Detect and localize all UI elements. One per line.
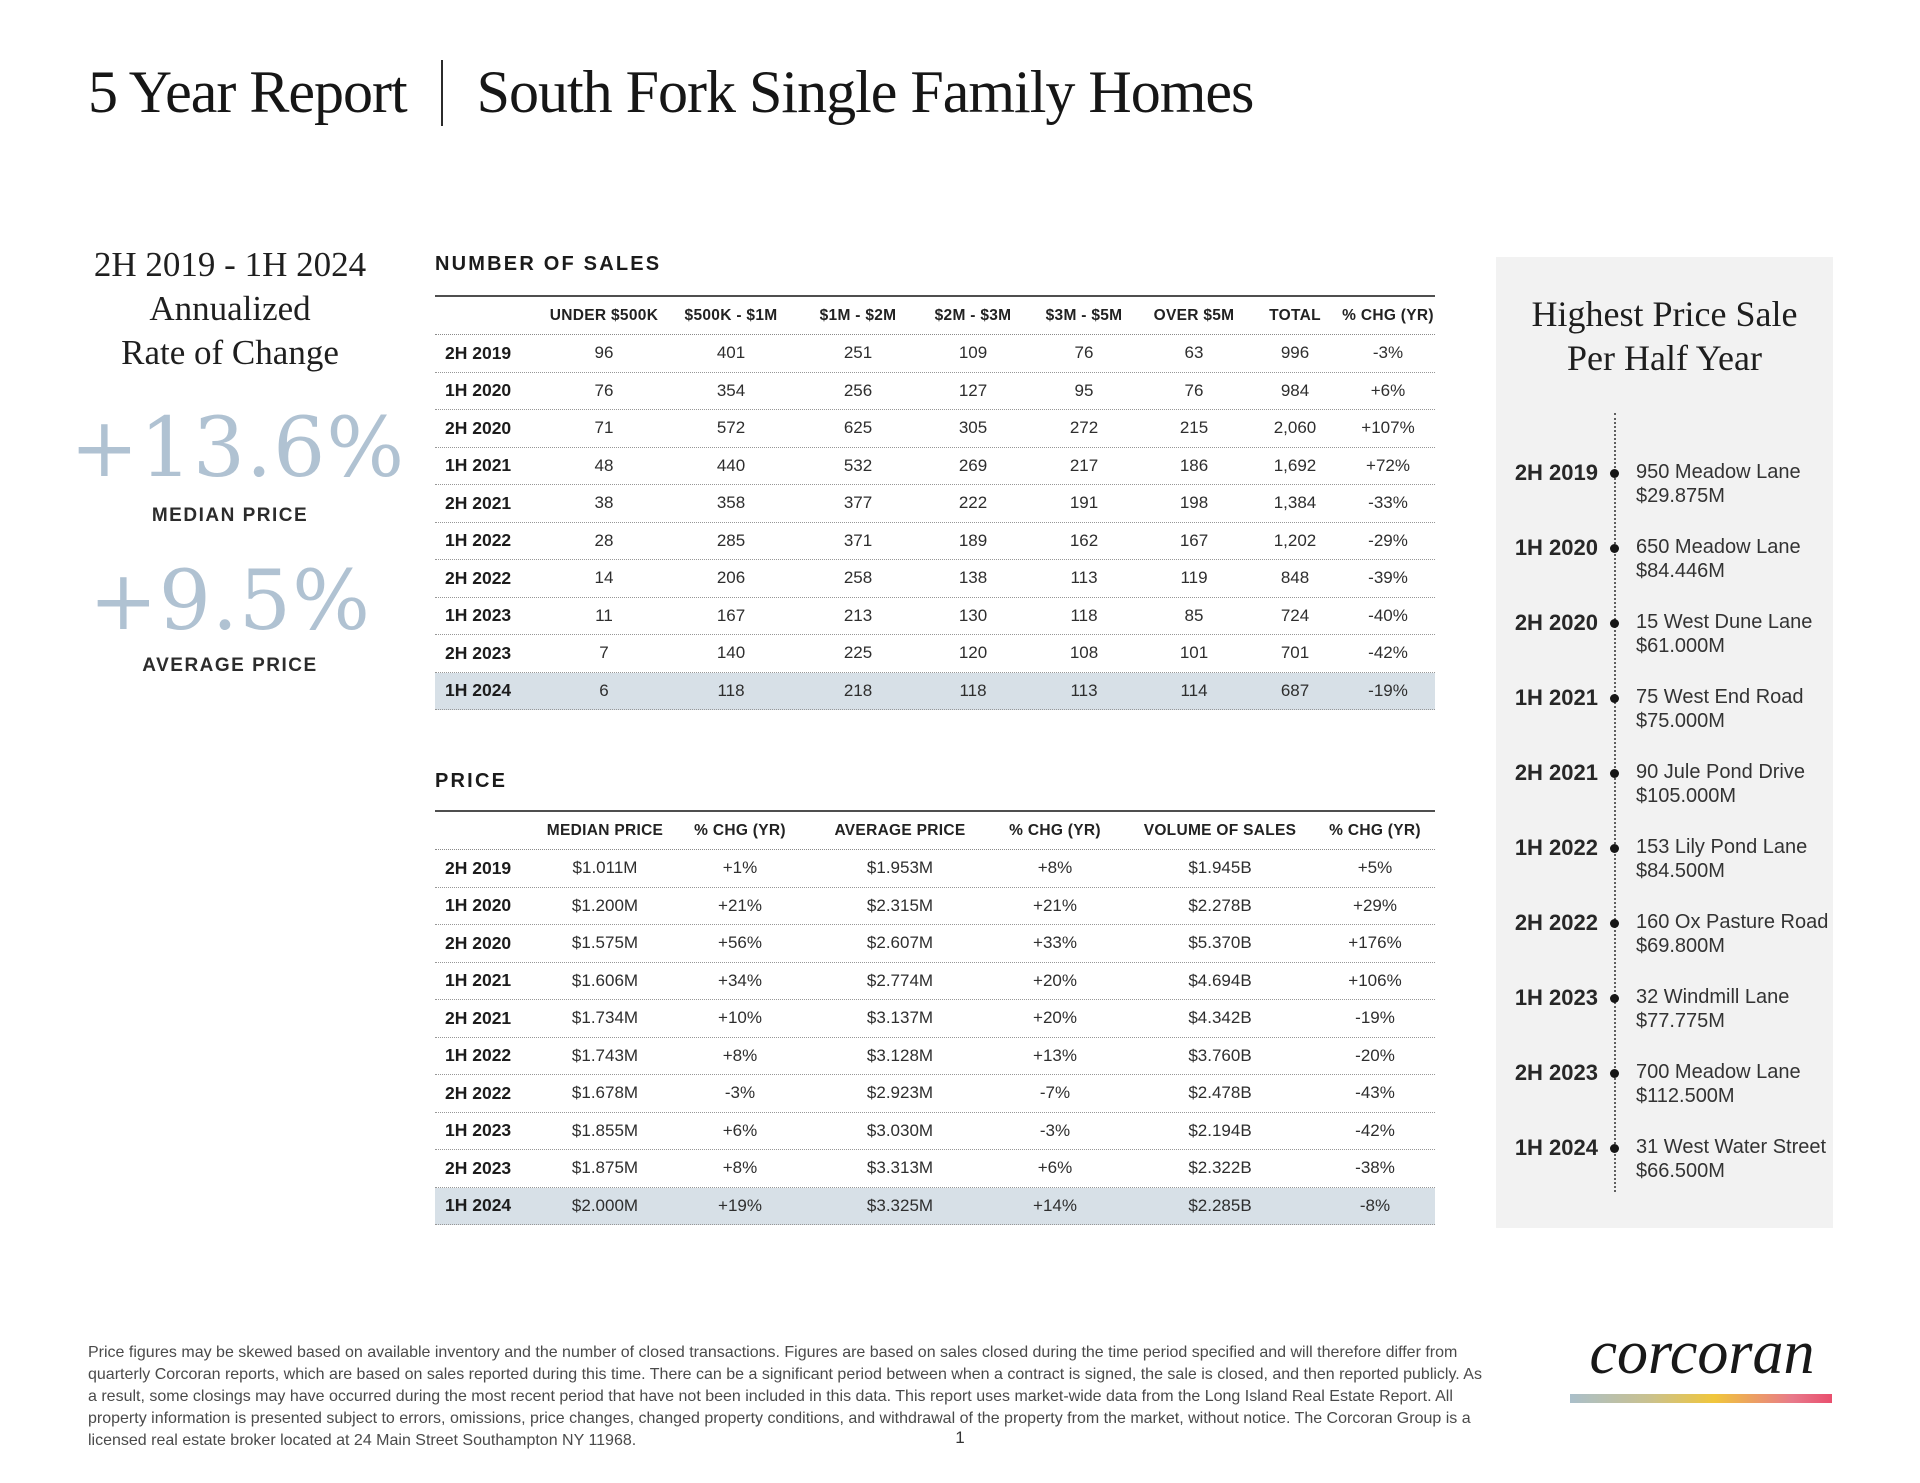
cell-period: 1H 2022	[445, 530, 512, 551]
sales-col-header: TOTAL	[1269, 306, 1321, 324]
timeline-dot-icon	[1610, 1069, 1619, 1078]
timeline-period: 2H 2021	[1514, 760, 1598, 785]
cell-value: 215	[1179, 418, 1209, 438]
cell-value: -3%	[1039, 1120, 1071, 1140]
cell-value: 130	[958, 605, 988, 625]
cell-value: +8%	[722, 1045, 758, 1065]
timeline-info	[1636, 1135, 1831, 1183]
report-title-right: South Fork Single Family Homes	[476, 59, 1254, 125]
report-title-left: 5 Year Report	[88, 59, 407, 125]
cell-value: +33%	[1033, 933, 1077, 953]
cell-value: 222	[958, 493, 988, 513]
cell-value: 1,202	[1273, 530, 1317, 550]
annualized-rate-block	[70, 243, 406, 676]
table-row	[435, 1113, 1435, 1151]
cell-value: 6	[599, 680, 609, 700]
cell-period: 2H 2021	[445, 1007, 512, 1028]
cell-value: $1.575M	[571, 933, 639, 953]
timeline-info	[1636, 610, 1831, 658]
sales-table-heading: NUMBER OF SALES	[435, 253, 662, 275]
cell-value: 572	[716, 418, 746, 438]
cell-value: 101	[1179, 643, 1209, 663]
cell-value: 120	[958, 643, 988, 663]
cell-value: +21%	[1033, 895, 1077, 915]
timeline-info	[1636, 685, 1831, 733]
timeline-info	[1636, 535, 1831, 583]
sales-col-header: $500K - $1M	[684, 306, 778, 324]
price-col-header: MEDIAN PRICE	[546, 821, 664, 839]
cell-value: $3.030M	[866, 1120, 934, 1140]
cell-period: 1H 2021	[445, 970, 512, 991]
cell-value: 269	[958, 455, 988, 475]
cell-value: $1.855M	[571, 1120, 639, 1140]
annualized-heading-line2: Annualized	[149, 289, 311, 329]
timeline-address: 950 Meadow Lane	[1636, 461, 1801, 483]
table-row	[435, 1075, 1435, 1113]
cell-value: $1.945B	[1188, 858, 1252, 878]
timeline-address: 153 Lily Pond Lane	[1636, 836, 1808, 858]
cell-value: $2.607M	[866, 933, 934, 953]
cell-value: 114	[1180, 680, 1208, 700]
timeline-price: $66.500M	[1636, 1160, 1725, 1182]
timeline-address: 15 West Dune Lane	[1636, 611, 1813, 633]
cell-value: +6%	[722, 1120, 758, 1140]
table-row	[435, 373, 1435, 411]
cell-value: $2.000M	[571, 1195, 639, 1215]
cell-value: 213	[843, 605, 873, 625]
timeline-dot-icon	[1610, 919, 1619, 928]
table-row	[435, 335, 1435, 373]
cell-value: -8%	[1359, 1195, 1391, 1215]
cell-value: 71	[594, 418, 614, 438]
table-row	[435, 410, 1435, 448]
cell-value: $1.678M	[571, 1083, 639, 1103]
cell-value: 186	[1179, 455, 1209, 475]
cell-value: +21%	[718, 895, 762, 915]
cell-value: $2.478B	[1188, 1083, 1252, 1103]
sidebar-title	[1496, 293, 1833, 381]
page-number: 1	[955, 1428, 965, 1447]
timeline-address: 700 Meadow Lane	[1636, 1061, 1801, 1083]
cell-value: $2.194B	[1188, 1120, 1252, 1140]
cell-value: +6%	[1037, 1158, 1073, 1178]
timeline-info	[1636, 985, 1831, 1033]
cell-value: 127	[958, 380, 988, 400]
cell-value: 256	[843, 380, 873, 400]
timeline-dot-icon	[1610, 994, 1619, 1003]
cell-period: 1H 2020	[445, 895, 512, 916]
number-of-sales-table	[435, 295, 1435, 710]
timeline-price: $75.000M	[1636, 710, 1725, 732]
cell-value: -20%	[1355, 1045, 1395, 1065]
cell-period: 2H 2021	[445, 492, 512, 513]
cell-value: 218	[843, 680, 873, 700]
cell-value: 189	[958, 530, 988, 550]
corcoran-logo	[1570, 1319, 1834, 1403]
price-col-header: AVERAGE PRICE	[834, 821, 966, 839]
cell-value: $3.137M	[866, 1008, 934, 1028]
cell-value: 225	[843, 643, 873, 663]
cell-value: 198	[1179, 493, 1209, 513]
cell-value: +20%	[1033, 1008, 1077, 1028]
cell-value: 1,384	[1273, 493, 1317, 513]
cell-value: 371	[843, 530, 873, 550]
timeline-period: 1H 2020	[1514, 535, 1598, 560]
cell-value: 48	[594, 455, 614, 475]
cell-period: 1H 2023	[445, 1120, 512, 1141]
timeline-period: 1H 2021	[1514, 685, 1598, 710]
cell-value: 1,692	[1273, 455, 1317, 475]
price-table-heading: PRICE	[435, 770, 508, 792]
median-price-change-label: MEDIAN PRICE	[151, 505, 309, 526]
cell-value: $2.278B	[1188, 895, 1252, 915]
timeline-price: $105.000M	[1636, 785, 1737, 807]
table-row	[435, 523, 1435, 561]
cell-value: 701	[1280, 643, 1310, 663]
table-row	[435, 560, 1435, 598]
cell-value: $3.760B	[1188, 1045, 1252, 1065]
cell-period: 1H 2023	[445, 605, 512, 626]
cell-value: +8%	[722, 1158, 758, 1178]
table-row	[435, 888, 1435, 926]
timeline-period: 2H 2023	[1514, 1060, 1598, 1085]
cell-value: 532	[843, 455, 873, 475]
cell-value: 109	[958, 343, 988, 363]
sales-table-header-row	[435, 295, 1435, 335]
cell-value: 625	[843, 418, 873, 438]
cell-value: -19%	[1355, 1008, 1395, 1028]
timeline-price: $84.500M	[1636, 860, 1725, 882]
cell-value: 11	[595, 605, 613, 625]
cell-value: +10%	[718, 1008, 762, 1028]
cell-value: 251	[843, 343, 873, 363]
cell-value: 401	[716, 343, 746, 363]
cell-value: +14%	[1033, 1195, 1077, 1215]
cell-period: 2H 2022	[445, 1082, 512, 1103]
sales-col-header: UNDER $500K	[549, 306, 659, 324]
cell-value: 118	[1070, 605, 1098, 625]
cell-value: +19%	[718, 1195, 762, 1215]
cell-period: 2H 2019	[445, 342, 512, 363]
cell-value: +107%	[1361, 418, 1415, 438]
annualized-heading-line1: 2H 2019 - 1H 2024	[93, 245, 367, 284]
timeline-info	[1636, 835, 1831, 883]
cell-period: 2H 2020	[445, 417, 512, 438]
timeline-dot-icon	[1610, 619, 1619, 628]
cell-value: +176%	[1348, 933, 1402, 953]
cell-value: +6%	[1370, 380, 1406, 400]
footer-disclaimer: Price figures may be skewed based on available inventory and the number of closed transactions. Figures are based on sales closed during the time period specified and will therefore differ from quarterly Corcoran reports, which are based on sales reported during this time. There can be a significant period between when a contract is signed, the sale is closed, and then reported publicly. As a result, some closings may have occurred during the most recent period that have not been included in this data. This report uses market-wide data from the Long Island Real Estate Report. All property information is presented subject to errors, omissions, price changes, changed property conditions, and withdrawal of the property from the market, without notice. The Corcoran Group is a licensed real estate broker located at 24 Main Street Southampton NY 11968.	[88, 1344, 1482, 1449]
price-table-header-row	[435, 810, 1435, 850]
timeline-address: 90 Jule Pond Drive	[1636, 761, 1805, 783]
cell-period: 1H 2024	[445, 680, 512, 701]
timeline-period: 1H 2022	[1514, 835, 1598, 860]
timeline-period: 2H 2020	[1514, 610, 1598, 635]
cell-value: 2,060	[1273, 418, 1317, 438]
cell-value: +13%	[1033, 1045, 1077, 1065]
cell-value: -29%	[1368, 530, 1408, 550]
timeline-dot-icon	[1610, 694, 1619, 703]
sales-col-header: $2M - $3M	[934, 306, 1012, 324]
cell-value: $1.011M	[572, 858, 638, 878]
timeline-address: 32 Windmill Lane	[1636, 986, 1790, 1008]
cell-value: 138	[958, 568, 988, 588]
sidebar-title-line1: Highest Price Sale	[1531, 294, 1798, 334]
cell-value: 206	[716, 568, 746, 588]
cell-value: +72%	[1366, 455, 1410, 475]
cell-value: 305	[958, 418, 988, 438]
cell-value: 191	[1069, 493, 1099, 513]
sales-col-header: OVER $5M	[1153, 306, 1235, 324]
title-divider	[441, 60, 443, 126]
cell-value: +1%	[722, 858, 758, 878]
cell-value: -3%	[1372, 343, 1404, 363]
cell-value: 724	[1280, 605, 1310, 625]
cell-value: 28	[594, 530, 614, 550]
corcoran-logo-gradient-bar	[1570, 1394, 1832, 1403]
cell-period: 1H 2024	[445, 1195, 512, 1216]
table-row	[435, 1000, 1435, 1038]
cell-value: 118	[717, 680, 745, 700]
cell-value: 984	[1280, 380, 1310, 400]
cell-value: $1.200M	[571, 895, 639, 915]
timeline-price: $69.800M	[1636, 935, 1725, 957]
sales-col-header: $3M - $5M	[1045, 306, 1123, 324]
cell-value: 76	[1184, 380, 1204, 400]
price-table	[435, 810, 1435, 1225]
cell-value: 272	[1069, 418, 1099, 438]
cell-value: 14	[594, 568, 614, 588]
cell-value: $1.734M	[571, 1008, 639, 1028]
table-row	[435, 485, 1435, 523]
timeline-info	[1636, 1060, 1831, 1108]
timeline-price: $84.446M	[1636, 560, 1725, 582]
timeline-info	[1636, 760, 1831, 808]
cell-period: 1H 2022	[445, 1045, 512, 1066]
timeline-price: $112.500M	[1636, 1085, 1735, 1107]
cell-value: -40%	[1368, 605, 1408, 625]
table-row	[435, 1188, 1435, 1226]
cell-value: 85	[1184, 605, 1204, 625]
highest-price-sale-panel	[1496, 257, 1833, 1228]
timeline-price: $77.775M	[1636, 1010, 1725, 1032]
cell-value: $4.342B	[1188, 1008, 1252, 1028]
timeline-address: 31 West Water Street	[1636, 1136, 1827, 1158]
table-row	[435, 850, 1435, 888]
cell-period: 1H 2021	[445, 455, 512, 476]
cell-value: 140	[716, 643, 746, 663]
cell-period: 2H 2023	[445, 642, 512, 663]
cell-value: -43%	[1355, 1083, 1395, 1103]
cell-value: 76	[594, 380, 614, 400]
table-row	[435, 448, 1435, 486]
cell-period: 2H 2023	[445, 1157, 512, 1178]
timeline-period: 2H 2019	[1514, 460, 1598, 485]
table-row	[435, 1150, 1435, 1188]
sidebar-title-line2: Per Half Year	[1567, 337, 1762, 378]
cell-value: $3.313M	[866, 1158, 934, 1178]
price-col-header: % CHG (YR)	[1329, 821, 1421, 839]
cell-period: 2H 2019	[445, 857, 512, 878]
cell-value: 217	[1069, 455, 1099, 475]
cell-value: 95	[1074, 380, 1094, 400]
cell-value: 258	[843, 568, 873, 588]
annualized-heading	[70, 243, 390, 375]
timeline-period: 1H 2024	[1514, 1135, 1598, 1160]
cell-value: 63	[1184, 343, 1204, 363]
cell-value: $1.953M	[866, 858, 934, 878]
table-row	[435, 963, 1435, 1001]
price-col-header: % CHG (YR)	[1009, 821, 1101, 839]
timeline-dot-icon	[1610, 469, 1619, 478]
cell-value: +34%	[718, 970, 762, 990]
cell-value: 377	[843, 493, 873, 513]
cell-value: $1.606M	[571, 970, 639, 990]
cell-value: 96	[594, 343, 614, 363]
annualized-heading-line3: Rate of Change	[121, 333, 339, 373]
timeline-period: 1H 2023	[1514, 985, 1598, 1010]
average-price-change-value: +9.5%	[88, 554, 372, 649]
cell-value: -42%	[1368, 643, 1408, 663]
cell-value: +106%	[1348, 970, 1402, 990]
cell-value: $3.325M	[866, 1195, 934, 1215]
cell-value: 440	[716, 455, 746, 475]
cell-value: 167	[716, 605, 746, 625]
cell-period: 1H 2020	[445, 380, 512, 401]
cell-value: -7%	[1039, 1083, 1071, 1103]
timeline-dot-icon	[1610, 769, 1619, 778]
cell-value: 996	[1280, 343, 1310, 363]
cell-value: -33%	[1368, 493, 1408, 513]
cell-value: $4.694B	[1188, 970, 1252, 990]
table-row	[435, 1038, 1435, 1076]
cell-value: +56%	[718, 933, 762, 953]
cell-value: 7	[599, 643, 609, 663]
cell-value: -19%	[1368, 680, 1408, 700]
cell-value: 687	[1280, 680, 1310, 700]
price-col-header: VOLUME OF SALES	[1143, 821, 1297, 839]
table-row	[435, 673, 1435, 711]
cell-value: $2.285B	[1188, 1195, 1252, 1215]
average-price-change-label: AVERAGE PRICE	[142, 655, 318, 676]
timeline-address: 650 Meadow Lane	[1636, 536, 1801, 558]
cell-value: $1.875M	[571, 1158, 639, 1178]
price-col-header: % CHG (YR)	[694, 821, 786, 839]
cell-value: $2.923M	[866, 1083, 934, 1103]
timeline-info	[1636, 910, 1831, 958]
table-row	[435, 598, 1435, 636]
cell-value: +5%	[1357, 858, 1393, 878]
cell-value: 167	[1179, 530, 1209, 550]
timeline-dot-icon	[1610, 844, 1619, 853]
cell-period: 2H 2020	[445, 932, 512, 953]
report-title	[88, 58, 1253, 127]
cell-value: +20%	[1033, 970, 1077, 990]
cell-value: 38	[594, 493, 614, 513]
cell-period: 2H 2022	[445, 567, 512, 588]
cell-value: $1.743M	[571, 1045, 639, 1065]
cell-value: 118	[959, 680, 987, 700]
timeline-info	[1636, 460, 1831, 508]
cell-value: -39%	[1368, 568, 1408, 588]
timeline-address: 160 Ox Pasture Road	[1636, 911, 1829, 933]
cell-value: $2.315M	[866, 895, 934, 915]
cell-value: 113	[1070, 568, 1098, 588]
cell-value: +29%	[1353, 895, 1397, 915]
sales-col-header: % CHG (YR)	[1342, 306, 1434, 324]
timeline-address: 75 West End Road	[1636, 686, 1804, 708]
table-row	[435, 925, 1435, 963]
cell-value: -3%	[724, 1083, 756, 1103]
cell-value: 108	[1069, 643, 1099, 663]
corcoran-logo-text: corcoran	[1589, 1319, 1815, 1387]
cell-value: +8%	[1037, 858, 1073, 878]
cell-value: 354	[716, 380, 746, 400]
cell-value: 162	[1069, 530, 1099, 550]
cell-value: $2.322B	[1188, 1158, 1252, 1178]
timeline-dot-icon	[1610, 544, 1619, 553]
timeline-period: 2H 2022	[1514, 910, 1598, 935]
sales-col-header: $1M - $2M	[819, 306, 897, 324]
timeline-dot-icon	[1610, 1144, 1619, 1153]
cell-value: $5.370B	[1188, 933, 1252, 953]
cell-value: $3.128M	[866, 1045, 934, 1065]
cell-value: 76	[1074, 343, 1094, 363]
cell-value: -42%	[1355, 1120, 1395, 1140]
table-row	[435, 635, 1435, 673]
cell-value: -38%	[1355, 1158, 1395, 1178]
median-price-change-value: +13.6%	[70, 401, 406, 496]
timeline-price: $61.000M	[1636, 635, 1725, 657]
cell-value: 358	[716, 493, 746, 513]
cell-value: 119	[1180, 568, 1208, 588]
cell-value: 848	[1280, 568, 1310, 588]
cell-value: $2.774M	[866, 970, 934, 990]
cell-value: 285	[716, 530, 746, 550]
cell-value: 113	[1070, 680, 1098, 700]
timeline-price: $29.875M	[1636, 485, 1725, 507]
